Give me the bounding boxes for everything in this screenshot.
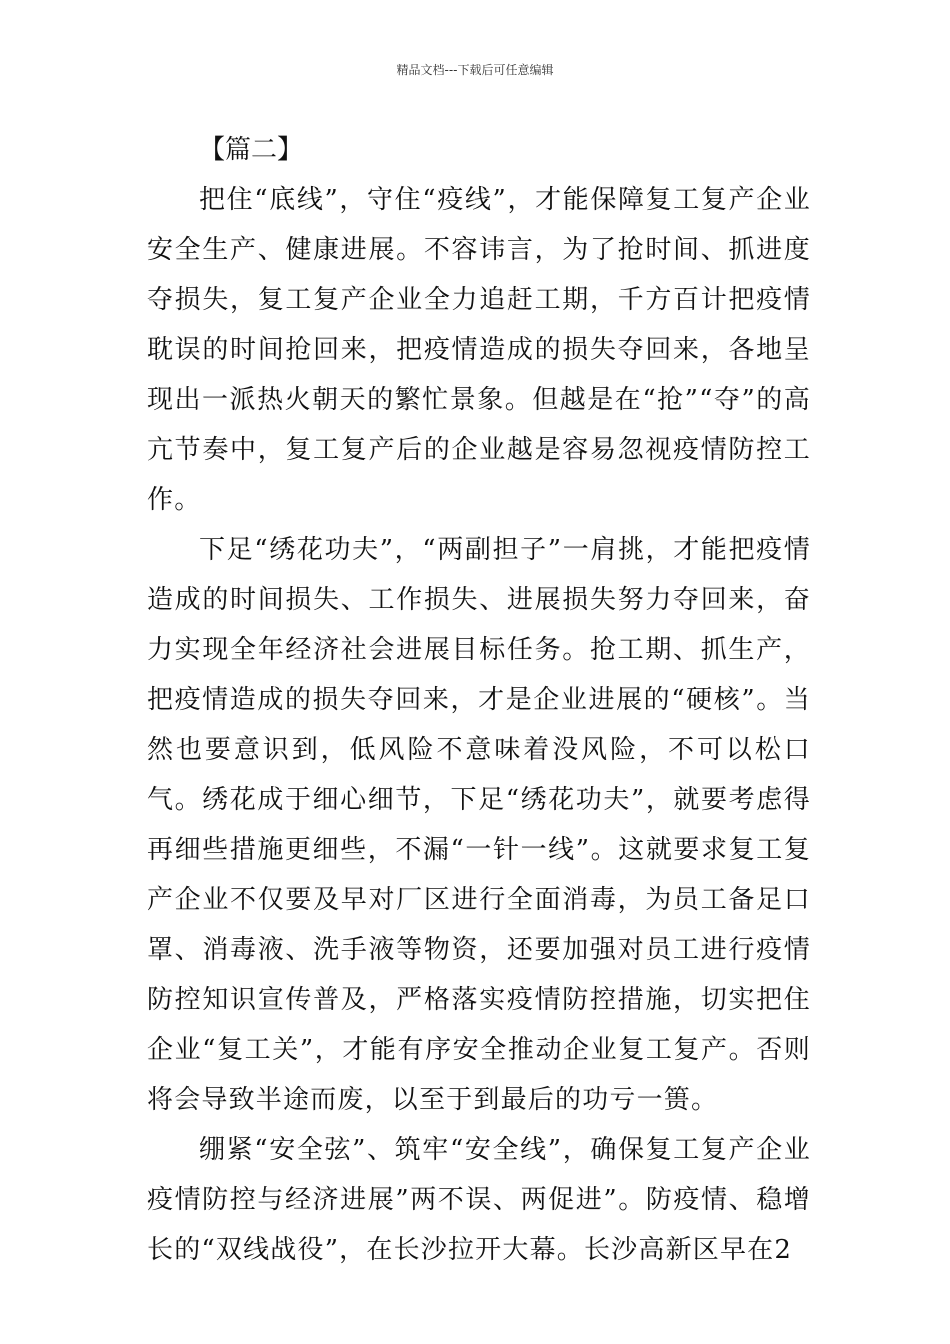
section-title: 【篇二】 [199,135,304,165]
document-body [147,125,811,1275]
paragraph-1: 把住“底线”，守住“疫线”，才能保障复工复产企业安全生产、健康进展。不容讳言，为了抢时间、抓进度夺损失，复工复产企业全力追赶工期，千方百计把疫情耽误的时间抢回来，把疫情造成的损失夺回来，各地呈现出一派热火朝天的繁忙景象。但越是在“抢”“夺”的高亢节奏中，复工复产后的企业越是容易忽视疫情防控工作。 [147,185,811,515]
page-header: 精品文档---下载后可任意编辑 [396,63,554,77]
paragraph-3: 绷紧“安全弦”、筑牢“安全线”，确保复工复产企业疫情防控与经济进展”两不误、两促进”。防疫情、稳增长的“双线战役”，在长沙拉开大幕。长沙高新区早在2 [147,1135,811,1265]
paragraph-2: 下足“绣花功夫”，“两副担子”一肩挑，才能把疫情造成的时间损失、工作损失、进展损失努力夺回来，奋力实现全年经济社会进展目标任务。抢工期、抓生产，把疫情造成的损失夺回来，才是企业进展的“硬核”。当然也要意识到，低风险不意味着没风险，不可以松口气。绣花成于细心细节，下足“绣花功夫”，就要考虑得再细些措施更细些，不漏“一针一线”。这就要求复工复产企业不仅要及早对厂区进行全面消毒，为员工备足口罩、消毒液、洗手液等物资，还要加强对员工进行疫情防控知识宣传普及，严格落实疫情防控措施，切实把住企业“复工关”，才能有序安全推动企业复工复产。否则将会导致半途而废，以至于到最后的功亏一篑。 [147,535,811,1115]
